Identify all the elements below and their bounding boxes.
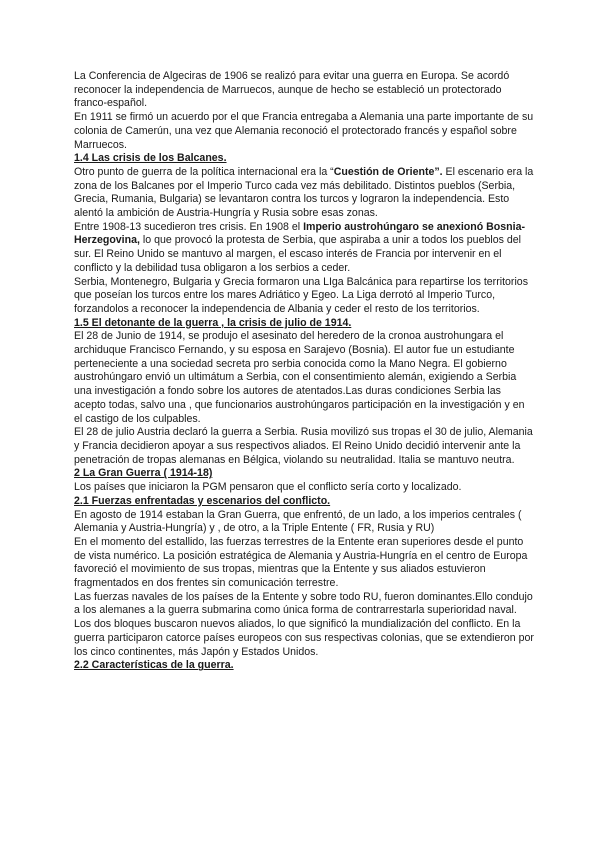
text-run: Las fuerzas navales de los países de la Entente y sobre todo RU, fueron dominantes.Ello condujo a los alemanes a la guerra submarina como única forma de contrarrestarla superioridad naval. (74, 590, 533, 617)
section-heading-great-war: 2 La Gran Guerra ( 1914-18) (74, 467, 213, 480)
text-run: El 28 de julio Austria declaró la guerra a Serbia. Rusia movilizó sus tropas el 30 de julio, Alemania y Francia decidieron apoyar a sus respectivos aliados. El Reino Unido decidió intervenir ante la penetración de tropas alemanas en Bélgica, violando su neutralidad. Italia se mantuvo neutra. (74, 426, 533, 466)
bold-text-run: Cuestión de Oriente”. (333, 165, 443, 178)
paragraph-new-allies (74, 618, 534, 659)
document-page (74, 70, 534, 673)
bold-text-run: Imperio austrohúngaro se anexionó Bosnia-Herzegovina, (74, 220, 525, 247)
paragraph-algeciras (74, 70, 534, 111)
text-run: Los países que iniciaron la PGM pensaron que el conflicto sería corto y localizado. (74, 481, 462, 494)
paragraph-sarajevo-assassination (74, 330, 534, 426)
text-run: El 28 de Junio de 1914, se produjo el asesinato del heredero de la cronoa austrohungara el archiduque Francisco Fernando, y su esposa en Sarajevo (Bosnia). El autor fue un estudiante perteneciente a una sociedad secreta pro serbia conocida como la Mano Negra. El gobierno austrohúngaro envió un ultimátum a Serbia, con el consentimiento alemán, exigiendo a Serbia una investigación a fondo sobre los autores de atentados.Las duras condiciones Serbia las acepto todas, salvo una , que funcionarios austrohúngaros participación en la investigación y en el castigo de los culpables. (74, 330, 525, 425)
text-run: Los dos bloques buscaron nuevos aliados, lo que significó la mundialización del conflicto. En la guerra participaron catorce países europeos con sus respectivas colonias, que se extendieron por los cinco continentes, más Japón y Estados Unidos. (74, 618, 534, 658)
text-run: Serbia, Montenegro, Bulgaria y Grecia formaron una LIga Balcánica para repartirse los territorios que poseían los turcos entre los mares Adriático y Egeo. La Liga derrotó al Imperio Turco, forzandolos a reconocer la independencia de Albania y ceder el resto de los territorios. (74, 275, 528, 315)
text-run: Otro punto de guerra de la política internacional era la “ (74, 165, 334, 178)
section-heading-balkan-crises: 1.4 Las crisis de los Balcanes. (74, 152, 227, 165)
paragraph-balkan-league (74, 276, 534, 317)
text-run: En agosto de 1914 estaban la Gran Guerra, que enfrentó, de un lado, a los imperios centrales ( Alemania y Austria-Hungría) y , de otro, a la Triple Entente ( FR, Rusia y RU) (74, 508, 522, 535)
text-run: En 1911 se firmó un acuerdo por el que Francia entregaba a Alemania una parte importante de su colonia de Camerún, una vez que Alemania reconoció el protectorado francés y español sobre Marruecos. (74, 111, 534, 151)
text-run: Entre 1908-13 sucedieron tres crisis. En 1908 el (74, 220, 304, 233)
section-heading-war-characteristics: 2.2 Características de la guerra. (74, 659, 234, 672)
paragraph-cameroon-agreement (74, 111, 534, 152)
section-heading-july-crisis: 1.5 El detonante de la guerra , la crisis de julio de 1914. (74, 316, 352, 329)
text-run: La Conferencia de Algeciras de 1906 se realizó para evitar una guerra en Europa. Se acordó reconocer la independencia de Marruecos, aunque de hecho se estableció un protectorado franco-español. (74, 70, 510, 110)
section-heading-opposing-forces: 2.1 Fuerzas enfrentadas y escenarios del conflicto. (74, 494, 331, 507)
text-run: lo que provocó la protesta de Serbia, que aspiraba a unir a todos los pueblos del sur. El Reino Unido se mantuvo al margen, el escaso interés de Francia por intervenir en el conflicto y la debilidad tusa obligaron a los serbios a ceder. (74, 234, 521, 274)
paragraph-august-1914 (74, 509, 534, 536)
paragraph-short-war-belief (74, 481, 534, 495)
paragraph-land-forces (74, 536, 534, 591)
paragraph-eastern-question (74, 166, 534, 221)
paragraph-war-declarations (74, 426, 534, 467)
text-run: En el momento del estallido, las fuerzas terrestres de la Entente eran superiores desde el punto de vista numérico. La posición estratégica de Alemania y Austria-Hungría en el centro de Europa favoreció el movimiento de sus tropas, mientras que la Entente y sus aliados estuvieron fragmentados en dos frentes sin comunicación terrestre. (74, 535, 528, 590)
paragraph-naval-forces (74, 591, 534, 618)
paragraph-bosnia-annexation (74, 221, 534, 276)
text-run: El escenario era la zona de los Balcanes por el Imperio Turco cada vez más debilitado. Distintos pueblos (Serbia, Grecia, Rumania, Bulgaria) se levantaron contra los turcos y lograron la independencia. Esto alentó la ambición de Austria-Hungría y Rusia sobre esas zonas. (74, 165, 534, 220)
